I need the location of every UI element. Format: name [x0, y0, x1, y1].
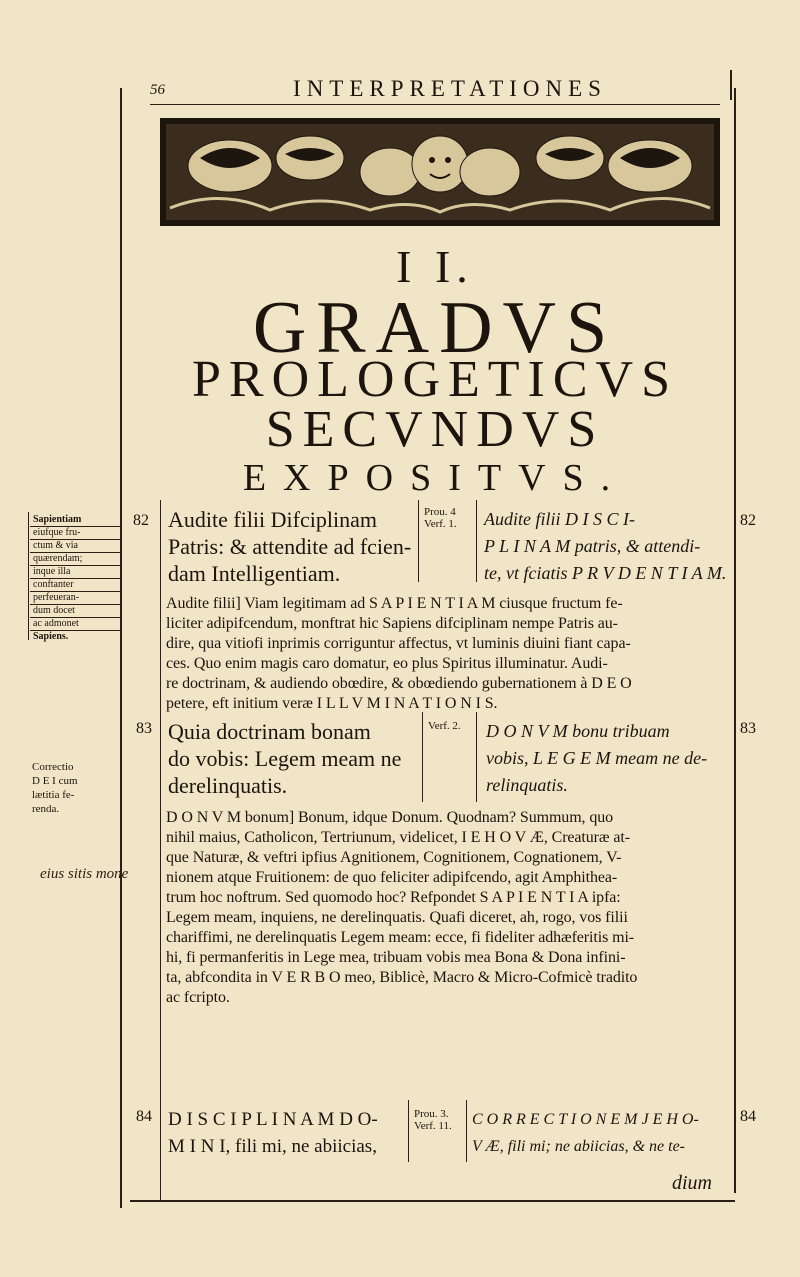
margin-line: D E I cum: [32, 775, 78, 787]
verse-82-reference: [424, 506, 474, 530]
text-line: vobis, L E G E M meam ne de-: [486, 748, 708, 768]
verse-number-left: 83: [136, 720, 152, 737]
text-line: Patris: & attendite ad fcien-: [168, 534, 412, 559]
commentary-line: petere, eft initium veræ I L L V M I N A T I O N I S.: [166, 695, 498, 712]
margin-line: eiufque fru-: [30, 527, 122, 540]
commentary-line: Legem meam, inquiens, ne derelinquatis. Quafi diceret, ah, rogo, vos filii: [166, 909, 628, 926]
page-number: 56: [150, 82, 165, 98]
text-line: relinquatis.: [486, 775, 568, 795]
commentary-line: nihil maius, Catholicon, Tertriunum, videlicet, I E H O V Æ, Creaturæ at-: [166, 829, 630, 846]
margin-line: Sapiens.: [33, 631, 69, 642]
margin-line: quærendam;: [30, 553, 122, 566]
text-line: derelinquatis.: [168, 773, 288, 798]
left-frame-rule: [120, 88, 122, 1208]
margin-line: perfeueran-: [30, 592, 122, 605]
margin-note-correctio: [32, 760, 112, 816]
verse-divider: [476, 500, 477, 582]
verse-divider: [408, 1100, 409, 1162]
right-frame-rule: [734, 88, 736, 1193]
margin-line: ac admonet: [30, 618, 122, 631]
title-expositus: EXPOSITVS.: [242, 457, 628, 499]
verse-number-left: 84: [136, 1108, 152, 1125]
commentary-line: nionem atque Fruitionem: de quo feliciter adipifcendo, agit Amphithea-: [166, 869, 618, 886]
title-secundus: SECVNDVS: [265, 401, 605, 458]
text-line: V Æ, fili mi; ne abiicias, & ne te-: [472, 1138, 686, 1155]
commentary-line: ac fcripto.: [166, 989, 230, 1006]
reference-line: Prou. 4: [424, 506, 456, 518]
commentary-83: [166, 808, 726, 1008]
margin-line: ctum & via: [30, 540, 122, 553]
running-title: INTERPRETATIONES: [293, 76, 607, 101]
commentary-line: dire, qua vitiofi inprimis corriguntur affectus, vt luminis diuini fiant capa-: [166, 635, 631, 652]
commentary-line: chariffimi, ne derelinquatis Legem meam: ecce, fi fideliter adhæferitis mi-: [166, 929, 635, 946]
verse-divider: [476, 712, 477, 802]
bottom-frame-rule: [130, 1200, 735, 1202]
margin-box-left-rule: [28, 512, 29, 640]
commentary-line: que Naturæ, & veftri ipfius Agnitionem, Cognitionem, Cognationem, V-: [166, 849, 622, 866]
verse-82-translation: [484, 506, 729, 587]
text-line: D I S C I P L I N A M D O-: [168, 1109, 378, 1130]
commentary-line: ta, abfcondita in V E R B O meo, Biblicè, Macro & Micro-Cofmicè tradito: [166, 969, 638, 986]
commentary-line: ces. Quo enim magis caro domatur, eo plus Spiritus illuminatur. Audi-: [166, 655, 608, 672]
margin-line: Sapientiam: [30, 514, 122, 527]
verse-number-right: 82: [740, 512, 756, 529]
margin-line: conftanter: [30, 579, 122, 592]
text-line: do vobis: Legem meam ne: [168, 746, 402, 771]
verse-number-right: 83: [740, 720, 756, 737]
verse-number-right: 84: [740, 1108, 756, 1125]
section-number: I I.: [396, 241, 474, 292]
text-line: te, vt fciatis P R V D E N T I A M.: [484, 563, 727, 583]
reference-line: Verf. 11.: [414, 1120, 452, 1132]
text-line: C O R R E C T I O N E M J E H O-: [472, 1111, 699, 1128]
commentary-line: hi, fi permanferitis in Lege mea, tribuam vobis mea Bona & Dona infini-: [166, 949, 626, 966]
commentary-line: Audite filii] Viam legitimam ad S A P I E N T I A M ciusque fructum fe-: [166, 595, 623, 612]
margin-line: Correctio: [32, 761, 74, 773]
verse-divider: [422, 712, 423, 802]
verse-divider: [466, 1100, 467, 1162]
verse-number-left: 82: [133, 512, 149, 529]
reference-line: Prou. 3.: [414, 1108, 449, 1120]
commentary-line: liciter adipifcendum, monftrat hic Sapiens difciplinam nempe Patris au-: [166, 615, 618, 632]
verse-83-text: [168, 718, 418, 799]
text-line: Audite filii D I S C I-: [484, 509, 635, 529]
handwritten-note: eius sitis mone: [40, 866, 129, 882]
header-rule: [150, 104, 720, 105]
headpiece-ornament: [160, 118, 720, 226]
commentary-line: re doctrinam, & audiendo obœdire, & obœdiendo gubernationem à D E O: [166, 675, 632, 692]
verse-83-translation: [486, 718, 729, 799]
catchword: dium: [672, 1172, 712, 1194]
commentary-line: D O N V M bonum] Bonum, idque Donum. Quodnam? Summum, quo: [166, 809, 614, 826]
reference-line: Verf. 2.: [428, 720, 461, 732]
verse-83-reference: [428, 720, 478, 732]
verse-82-text: [168, 506, 418, 587]
text-line: Quia doctrinam bonam: [168, 719, 371, 744]
verse-84-reference: [414, 1108, 464, 1132]
verse-84-translation: [472, 1106, 732, 1160]
text-line: dam Intelligentiam.: [168, 561, 341, 586]
margin-line: inque illa: [30, 566, 122, 579]
margin-line: dum docet: [30, 605, 122, 618]
text-line: Audite filii Difciplinam: [168, 507, 377, 532]
verse-divider: [418, 500, 419, 582]
margin-line: renda.: [32, 803, 60, 815]
text-line: M I N I, fili mi, ne abiicias,: [168, 1136, 377, 1157]
text-line: P L I N A M patris, & attendi-: [484, 536, 701, 556]
title-gradus: GRADVS: [252, 287, 618, 369]
verse-84-text: [168, 1106, 408, 1160]
commentary-82: [166, 594, 726, 714]
text-line: D O N V M bonu tribuam: [486, 721, 670, 741]
right-frame-top: [730, 70, 732, 100]
margin-line: lætitia fe-: [32, 789, 75, 801]
title-prologeticus: PROLOGETICVS: [191, 351, 679, 408]
inner-column-rule: [160, 500, 161, 1202]
reference-line: Verf. 1.: [424, 518, 457, 530]
margin-summary-box: [30, 514, 122, 643]
commentary-line: trum hoc noftrum. Sed quomodo hoc? Refpondet S A P I E N T I A ipfa:: [166, 889, 621, 906]
